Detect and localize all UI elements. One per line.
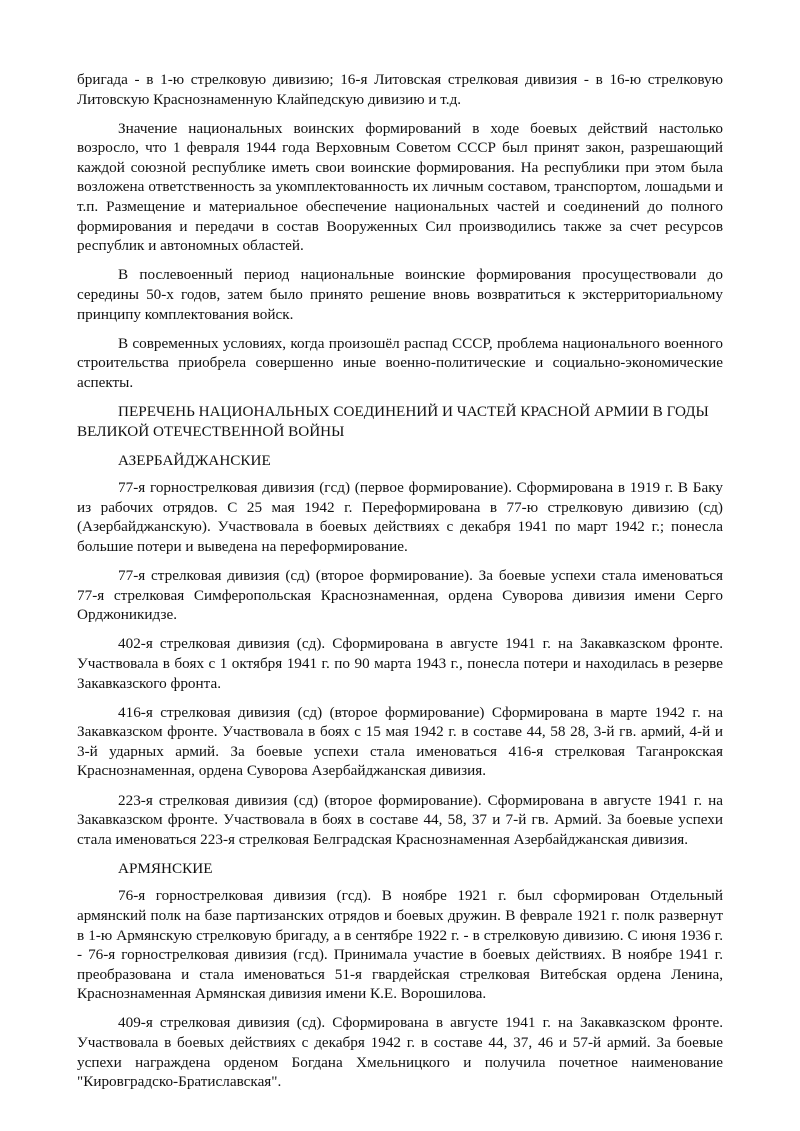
list-item: 409-я стрелковая дивизия (сд). Сформирована в августе 1941 г. на Закавказском фронте. Участвовала в боевых действиях с декабря 1942 г. в составе 44, 37, 46 и 57-й армий. За боевые успехи награждена орденом Богдана Хмельницкого и получила почетное наименование "Кировградско-Братиславская". bbox=[77, 1014, 723, 1091]
section-title-armenian: АРМЯНСКИЕ bbox=[118, 859, 213, 877]
section-title-azerbaijani: АЗЕРБАЙДЖАНСКИЕ bbox=[118, 451, 271, 469]
list-item: 416-я стрелковая дивизия (сд) (второе формирование) Сформирована в марте 1942 г. на Закавказском фронте. Участвовала в боях с 15 мая 1942 г. в составе 44, 58 28, 3-й гв. армий, 4-й и 3-й ударных армий. За боевые успехи стала именоваться 416-я стрелковая Таганрокская Краснознаменная, ордена Суворова Азербайджанская дивизия. bbox=[77, 703, 723, 780]
paragraph: В послевоенный период национальные воинские формирования просуществовали до середины 50-х годов, затем было принято решение вновь возвратиться к экстерриториальному принципу комплектования войск. bbox=[77, 266, 723, 323]
list-heading: ПЕРЕЧЕНЬ НАЦИОНАЛЬНЫХ СОЕДИНЕНИЙ И ЧАСТЕЙ КРАСНОЙ АРМИИ В ГОДЫ ВЕЛИКОЙ ОТЕЧЕСТВЕННОЙ ВОЙНЫ bbox=[77, 402, 709, 440]
list-item: 77-я стрелковая дивизия (сд) (второе формирование). За боевые успехи стала именоваться 77-я стрелковая Симферопольская Краснознаменная, ордена Суворова дивизия имени Серго Орджоникидзе. bbox=[77, 567, 723, 624]
document-page bbox=[77, 70, 723, 1101]
list-item: 77-я горнострелковая дивизия (гсд) (первое формирование). Сформирована в 1919 г. В Баку из рабочих отрядов. С 25 мая 1942 г. Переформирована в 77-ю стрелковую дивизию (сд) (Азербайджанскую). Участвовала в боевых действиях с декабря 1941 по март 1942 г.; понесла большие потери и выведена на переформирование. bbox=[77, 479, 723, 555]
list-item: 223-я стрелковая дивизия (сд) (второе формирование). Сформирована в августе 1941 г. на Закавказском фронте. Участвовала в боях в составе 44, 58, 37 и 7-й гв. Армий. За боевые успехи стала именоваться 223-я стрелковая Белградская Краснознаменная Азербайджанская дивизия. bbox=[77, 791, 723, 848]
paragraph: В современных условиях, когда произошёл распад СССР, проблема национального военного строительства приобрела совершенно иные военно-политические и социально-экономические аспекты. bbox=[77, 334, 723, 391]
list-item: 402-я стрелковая дивизия (сд). Сформирована в августе 1941 г. на Закавказском фронте. Участвовала в боях с 1 октября 1941 г. по 90 марта 1943 г., понесла потери и находилась в резерве Закавказского фронта. bbox=[77, 635, 723, 692]
paragraph: Значение национальных воинских формирований в ходе боевых действий настолько возросло, что 1 февраля 1944 года Верховным Советом СССР был принят закон, разрешающий каждой союзной республике иметь свои воинские формирования. На республики при этом была возложена ответственность за укомплектованность их личным составом, транспортом, лошадьми и т.п. Размещение и материальное обеспечение национальных частей и соединений до полного формирования и передачи в состав Вооруженных Сил производились также за счет ресурсов республик и автономных областей. bbox=[77, 119, 723, 255]
paragraph: бригада - в 1-ю стрелковую дивизию; 16-я Литовская стрелковая дивизия - в 16-ю стрелковую Литовскую Краснознаменную Клайпедскую дивизию и т.д. bbox=[77, 71, 723, 108]
list-item: 76-я горнострелковая дивизия (гсд). В ноябре 1921 г. был сформирован Отдельный армянский полк на базе партизанских отрядов и боевых дружин. В феврале 1921 г. полк развернут в 1-ю Армянскую стрелковую бригаду, а в сентябре 1922 г. - в стрелковую дивизию. С июня 1936 г. - 76-я горнострелковая дивизия (гсд). Принимала участие в боевых действиях. В ноябре 1941 г. преобразована и стала именоваться 51-я гвардейская стрелковая Витебская ордена Ленина, Краснознаменная Армянская дивизия имени К.Е. Ворошилова. bbox=[77, 887, 723, 1003]
